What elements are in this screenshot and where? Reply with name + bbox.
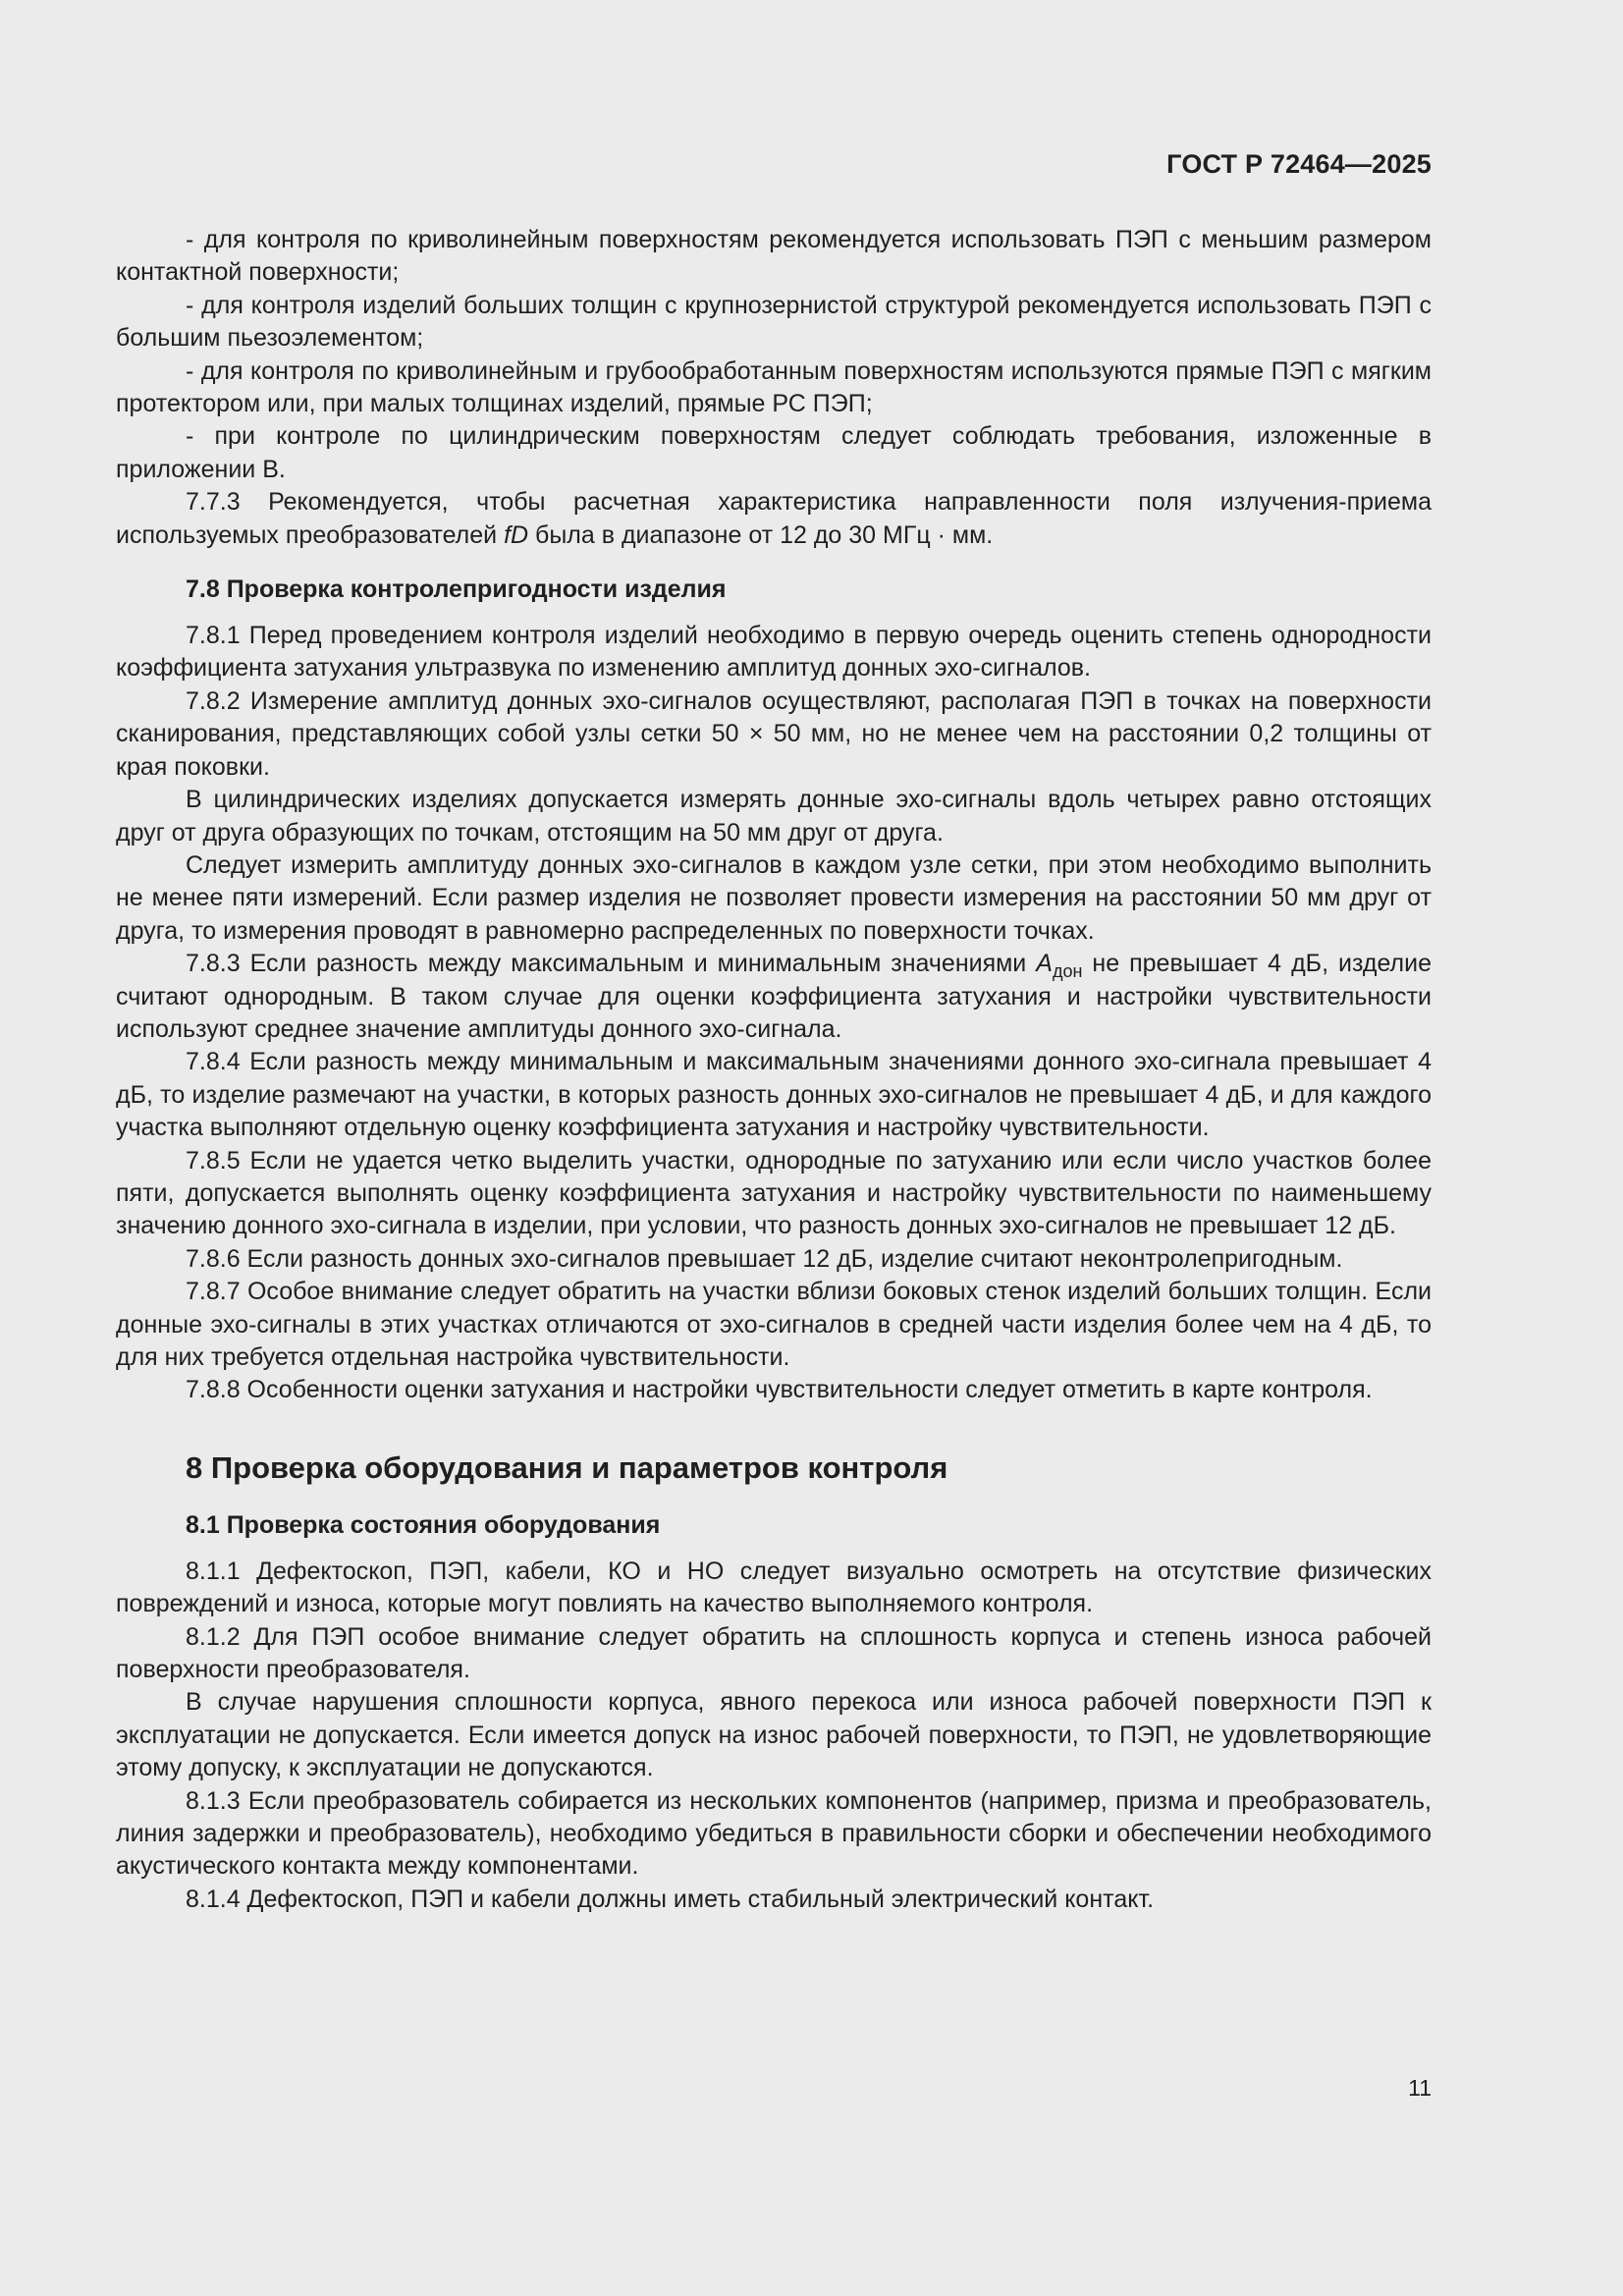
paragraph-7-7-3-text-b: была в диапазоне от 12 до 30 МГц · мм. (528, 520, 994, 549)
paragraph-8-1-2: 8.1.2 Для ПЭП особое внимание следует обратить на сплошность корпуса и степень износа рабочей поверхности преобразователя. (116, 1622, 1432, 1684)
paragraph-7-7-3-text-a: 7.7.3 Рекомендуется, чтобы расчетная характеристика направленности поля излучения-приема используемых преобразователей (116, 488, 1432, 549)
paragraph-7-8-6: 7.8.6 Если разность донных эхо-сигналов превышает 12 дБ, изделие считают неконтролепригодным. (186, 1244, 1343, 1273)
paragraph-7-8-3-text-a: 7.8.3 Если разность между максимальным и минимальным значениями (186, 950, 1037, 978)
paragraph-8-1-2-damage: В случае нарушения сплошности корпуса, явного перекоса или износа рабочей поверхности ПЭП к эксплуатации не допускается. Если имеется допуск на износ рабочей поверхности, то ПЭП, не удовлетворяющие этому допуску, к эксплуатации не допускаются. (116, 1688, 1432, 1782)
page-number: 11 (1408, 2075, 1432, 2101)
heading-7-8: 7.8 Проверка контролепригодности изделия (186, 575, 727, 604)
paragraph-7-8-4: 7.8.4 Если разность между минимальным и максимальным значениями донного эхо-сигнала превышает 4 дБ, то изделие размечают на участки, в которых разность донных эхо-сигналов не превышает 4 дБ, и для каждого участка выполняют отдельную оценку коэффициента затухания и настройку чувствительности. (116, 1048, 1432, 1142)
amplitude-subscript: дон (1052, 961, 1083, 982)
document-body (116, 224, 1432, 1916)
paragraph-8-1-1: 8.1.1 Дефектоскоп, ПЭП, кабели, КО и НО следует визуально осмотреть на отсутствие физических повреждений и износа, которые могут повлиять на качество выполняемого контроля. (116, 1557, 1432, 1618)
fd-symbol: fD (504, 520, 529, 549)
paragraph-7-8-3 (116, 948, 1432, 1046)
heading-8-1: 8.1 Проверка состояния оборудования (186, 1510, 661, 1539)
amplitude-symbol: A (1036, 950, 1053, 978)
paragraph-7-8-2-cylindrical: В цилиндрических изделиях допускается измерять донные эхо-сигналы вдоль четырех равно отстоящих друг от друга образующих по точкам, отстоящим на 50 мм друг от друга. (116, 786, 1432, 847)
paragraph-7-8-2-measure: Следует измерить амплитуду донных эхо-сигналов в каждом узле сетки, при этом необходимо выполнить не менее пяти измерений. Если размер изделия не позволяет провести измерения на расстоянии 50 мм друг от друга, то измерения проводят в равномерно распределенных по поверхности точках. (116, 850, 1432, 945)
paragraph-7-8-7: 7.8.7 Особое внимание следует обратить на участки вблизи боковых стенок изделий больших толщин. Если донные эхо-сигналы в этих участках отличаются от эхо-сигналов в средней части изделия более чем на 4 дБ, то для них требуется отдельная настройка чувствительности. (116, 1278, 1432, 1371)
document-page (116, 0, 1432, 2296)
heading-8: 8 Проверка оборудования и параметров контроля (186, 1449, 948, 1485)
paragraph-7-7-3 (116, 486, 1432, 552)
paragraph-7-8-8: 7.8.8 Особенности оценки затухания и настройки чувствительности следует отметить в карте контроля. (186, 1376, 1373, 1404)
paragraph-7-8-5: 7.8.5 Если не удается четко выделить участки, однородные по затуханию или если число участков более пяти, допускается выполнять оценку коэффициента затухания и настройку чувствительности по наименьшему значению донного эхо-сигнала в изделии, при условии, что разность донных эхо-сигналов не превышает 12 дБ. (116, 1146, 1432, 1240)
paragraph-7-8-1: 7.8.1 Перед проведением контроля изделий необходимо в первую очередь оценить степень однородности коэффициента затухания ультразвука по изменению амплитуд донных эхо-сигналов. (116, 622, 1432, 683)
paragraph-7-8-3-text-b: не превышает 4 дБ, изделие считают однородным. В таком случае для оценки коэффициента затухания и настройки чувствительности используют среднее значение амплитуды донного эхо-сигнала. (116, 950, 1432, 1043)
paragraph-7-8-2: 7.8.2 Измерение амплитуд донных эхо-сигналов осуществляют, располагая ПЭП в точках на поверхности сканирования, представляющих собой узлы сетки 50 × 50 мм, но не менее чем на расстоянии 0,2 толщины от края поковки. (116, 686, 1432, 781)
paragraph-8-1-4: 8.1.4 Дефектоскоп, ПЭП и кабели должны иметь стабильный электрический контакт. (186, 1885, 1155, 1913)
bullet-cylindrical: - при контроле по цилиндрическим поверхностям следует соблюдать требования, изложенные в приложении В. (116, 422, 1432, 483)
paragraph-8-1-3: 8.1.3 Если преобразователь собирается из нескольких компонентов (например, призма и преобразователь, линия задержки и преобразователь), необходимо убедиться в правильности сборки и обеспечении необходимого акустического контакта между компонентами. (116, 1786, 1432, 1881)
bullet-coarse-grain: - для контроля изделий больших толщин с крупнозернистой структурой рекомендуется использовать ПЭП с большим пьезоэлементом; (116, 291, 1432, 353)
bullet-rough-surfaces: - для контроля по криволинейным и грубообработанным поверхностям используются прямые ПЭП с мягким протектором или, при малых толщинах изделий, прямые РС ПЭП; (116, 356, 1432, 418)
document-code-header: ГОСТ Р 72464—2025 (1166, 149, 1432, 179)
bullet-curved-surfaces: - для контроля по криволинейным поверхностям рекомендуется использовать ПЭП с меньшим размером контактной поверхности; (116, 226, 1432, 287)
